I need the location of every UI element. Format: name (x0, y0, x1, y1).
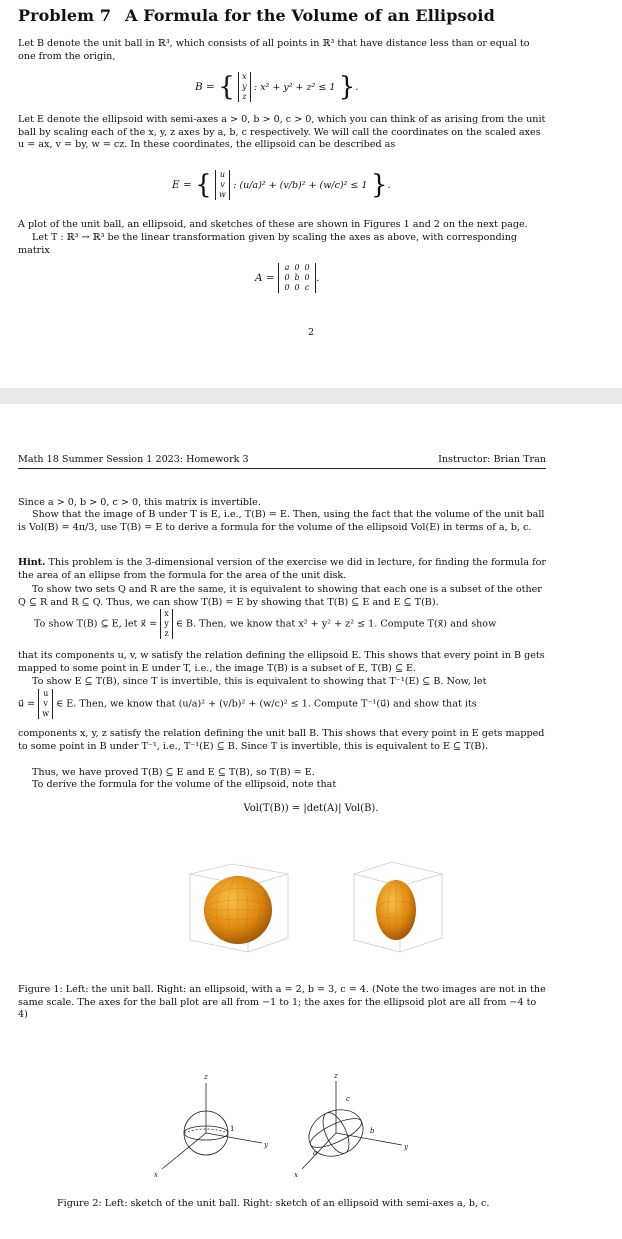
eq-lhs: E = (172, 179, 192, 191)
hint-label: Hint. (18, 557, 46, 568)
matrix-entry: 0 (284, 283, 290, 292)
hint-text: This problem is the 3-dimensional version of the exercise we did in lecture, for finding the formula for the area of an ellipse from the formula for the area of the unit disk. (18, 557, 547, 581)
figure-2-caption: Figure 2: Left: sketch of the unit ball. Right: sketch of an ellipsoid with semi-axes a, b, c. (57, 1198, 490, 1209)
matrix-entry: b (294, 273, 300, 282)
vec-entry: w (42, 709, 50, 718)
vector (38, 689, 53, 719)
paragraph: To derive the formula for the volume of the ellipsoid, note that (32, 779, 337, 790)
vec-entry: u (219, 170, 226, 179)
paragraph: A plot of the unit ball, an ellipsoid, and sketches of these are shown in Figures 1 and 2 on the next page. (18, 219, 528, 230)
vec-entry: z (242, 92, 247, 101)
header-rule (18, 468, 546, 469)
paragraph: that its components u, v, w satisfy the relation defining the ellipsoid E. This shows that every point in B gets mapped to some point in E under T, i.e., the image T(B) is a subset of E, T(B) ⊆ E. (18, 650, 545, 674)
paragraph: Let T : ℝ³ → ℝ³ be the linear transformation given by scaling the axes as above, with corresponding matrix (18, 232, 518, 256)
unit-ball-plot (190, 864, 288, 952)
equation-ellipsoid: E = { u v w : (u/a)² + (v/b)² + (w/c)² ≤ 1 }. (172, 170, 391, 200)
problem-title: A Formula for the Volume of an Ellipsoid (125, 6, 495, 25)
problem-heading (18, 6, 495, 25)
paragraph: To show E ⊆ T(B), since T is invertible, this is equivalent to showing that T⁻¹(E) ⊆ B. Now, let (32, 676, 487, 687)
vec-entry: v (43, 699, 48, 708)
vector (215, 170, 230, 200)
vec-entry: u (43, 689, 49, 698)
paragraph: To show two sets Q and R are the same, it is equivalent to showing that each one is a subset of the other Q ⊆ R and R ⊆ Q. Thus, we can show T(B) = E by showing that T(B) ⊆ E and E ⊆ T(B). (18, 584, 542, 608)
paragraph: Let B denote the unit ball in ℝ³, which consists of all points in ℝ³ that have distance less than or equal to one from the origin, (18, 38, 530, 62)
matrix-entry: 0 (294, 283, 300, 292)
problem-number: Problem 7 (18, 6, 112, 25)
paragraph: Show that the image of B under T is E, i.e., T(B) = E. Then, using the fact that the volume of the unit ball is Vol(B) = 4π/3, use T(B) = E to derive a formula for the volume of the ellipsoid Vol(E) in terms of a, b, c. (18, 509, 545, 533)
vec-entry: z (164, 629, 169, 638)
hint-paragraph (18, 557, 548, 582)
paragraph-with-vector (18, 689, 477, 719)
matrix-entry: 0 (294, 263, 300, 272)
text: u⃗ = (18, 698, 36, 710)
matrix-A: A = a 0 0 0 b 0 0 0 c . (255, 263, 320, 292)
paragraph: Thus, we have proved T(B) ⊆ E and E ⊆ T(B), so T(B) = E. (32, 767, 315, 778)
label-one: 1 (230, 1125, 235, 1133)
page-number: 2 (307, 327, 315, 338)
page-separator (0, 388, 622, 404)
eq-lhs: B = (195, 81, 215, 93)
ellipsoid-plot (354, 862, 442, 952)
text: To show T(B) ⊆ E, let x⃗ = (34, 618, 158, 630)
vec-entry: v (220, 180, 225, 189)
eq-condition: : x² + y² + z² ≤ 1 (253, 82, 336, 93)
paragraph-with-vector (34, 609, 496, 639)
page-1 (0, 0, 622, 388)
matrix-entry: c (304, 283, 310, 292)
header-course: Math 18 Summer Session 1 2023: Homework 3 (18, 454, 249, 465)
volume-equation: Vol(T(B)) = |det(A)| Vol(B). (243, 803, 379, 814)
page-2 (0, 404, 622, 1239)
text: ∈ E. Then, we know that (u/a)² + (v/b)² + (w/c)² ≤ 1. Compute T⁻¹(u⃗) and show that its (56, 698, 477, 710)
vec-entry: w (219, 190, 226, 199)
matrix (278, 263, 316, 293)
label-b: b (370, 1127, 375, 1135)
matrix-entry: 0 (304, 263, 310, 272)
paragraph: Let E denote the ellipsoid with semi-axes a > 0, b > 0, c > 0, which you can think of as arising from the unit ball by scaling each of the x, y, z axes by a, b, c respectively. We will call the coordinates on the scaled axes u = ax, v = by, w = cz. In these coordinates, the ellipsoid can be described as (18, 114, 546, 151)
label-x: x (154, 1171, 158, 1179)
matrix-entry: 0 (284, 273, 290, 282)
figure-1-plots (168, 852, 468, 962)
text: ∈ B. Then, we know that x² + y² + z² ≤ 1. Compute T(x⃗) and show (175, 618, 497, 630)
vec-entry: y (242, 82, 247, 91)
vec-entry: x (164, 609, 169, 618)
eq-condition: : (u/a)² + (v/b)² + (w/c)² ≤ 1 (233, 180, 368, 191)
eq-lhs: A = (255, 272, 275, 284)
label-a: a (313, 1149, 318, 1157)
vec-entry: y (164, 619, 169, 628)
label-c: c (346, 1095, 350, 1103)
header-instructor: Instructor: Brian Tran (438, 454, 546, 465)
figure-2-sketches (140, 1069, 430, 1187)
paragraph: Since a > 0, b > 0, c > 0, this matrix is invertible. (18, 497, 261, 508)
vector (160, 609, 173, 639)
vec-entry: x (242, 72, 247, 81)
label-y: y (404, 1143, 408, 1151)
matrix-entry: 0 (304, 273, 310, 282)
paragraph: components x, y, z satisfy the relation defining the unit ball B. This shows that every point in E gets mapped to some point in B under T⁻¹, i.e., T⁻¹(E) ⊆ B. Since T is invertible, this is equivalent to E ⊆ T(B). (18, 728, 545, 752)
matrix-entry: a (284, 263, 290, 272)
label-z: z (334, 1072, 338, 1080)
vector (238, 72, 251, 102)
unit-ball-sketch (162, 1083, 262, 1169)
label-z: z (204, 1073, 208, 1081)
equation-unit-ball: B = { x y z : x² + y² + z² ≤ 1 }. (195, 72, 359, 102)
label-x: x (294, 1171, 298, 1179)
figure-1-caption: Figure 1: Left: the unit ball. Right: an ellipsoid, with a = 2, b = 3, c = 4. (Note the two images are not in the same scale. The axes for the ball plot are all from −1 to 1; the axes for the ellipsoid plot are all from −4 to 4) (18, 984, 546, 1021)
label-y: y (264, 1141, 268, 1149)
